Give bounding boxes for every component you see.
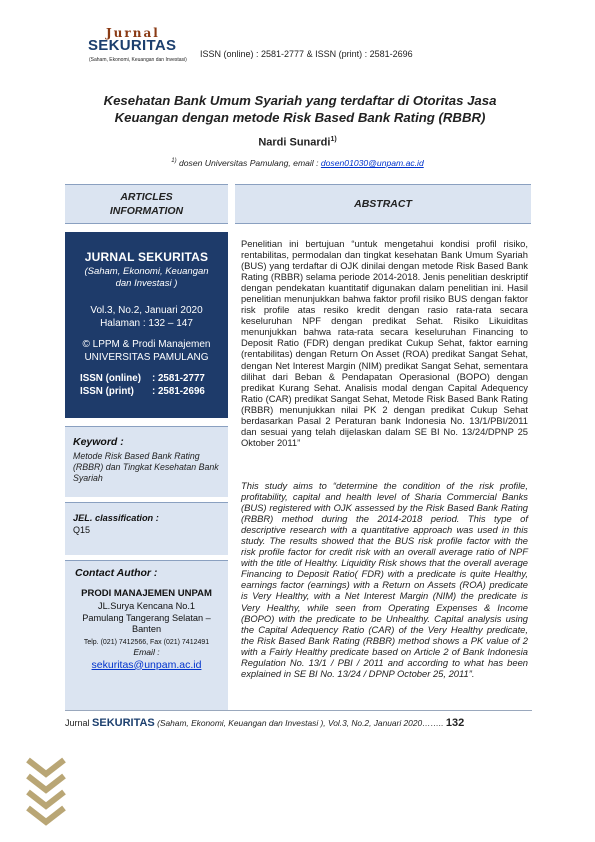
journal-subtitle-l2: dan Investasi ) [115, 278, 178, 289]
contact-email-label: Email : [133, 646, 160, 657]
keyword-label: Keyword : [73, 436, 124, 448]
journal-info-box [65, 232, 228, 418]
author-email-link[interactable]: dosen01030@unpam.ac.id [320, 158, 424, 168]
issn-online-value: : 2581-2777 [152, 373, 205, 384]
logo-top-text: Jurnal [106, 26, 160, 40]
author-name [0, 136, 595, 149]
jel-value: Q15 [73, 525, 91, 535]
journal-pages: Halaman : 132 – 147 [100, 318, 193, 329]
articles-info-l1: ARTICLES [120, 191, 173, 203]
contact-org: PRODI MANAJEMEN UNPAM [81, 588, 212, 599]
keyword-box [65, 426, 228, 497]
footer-rule [65, 710, 532, 711]
contact-addr-l2: Pamulang Tangerang Selatan – [82, 612, 211, 623]
abstract-header: ABSTRACT [235, 184, 531, 224]
articles-info-header [65, 184, 228, 224]
issn-print-value: : 2581-2696 [152, 386, 205, 397]
page-footer [65, 717, 535, 729]
journal-volume: Vol.3, No.2, Januari 2020 [90, 305, 203, 316]
contact-tel: Telp. (021) 7412566, Fax (021) 7412491 [83, 638, 210, 646]
header-issn: ISSN (online) : 2581-2777 & ISSN (print) : 2581-2696 [200, 49, 413, 59]
author-sup: 1) [330, 136, 337, 143]
contact-details [65, 588, 228, 671]
journal-lppm-l1: © LPPM & Prodi Manajemen [82, 339, 211, 350]
footer-brand: SEKURITAS [92, 717, 155, 729]
affil-sup: 1) [171, 158, 177, 165]
keyword-text: Metode Risk Based Bank Rating (RBBR) dan Tingkat Kesehatan Bank Syariah [73, 451, 219, 483]
issn-print-row [80, 385, 228, 398]
journal-name: JURNAL SEKURITAS [84, 250, 209, 264]
issn-online-row [80, 372, 228, 385]
issn-online-label: ISSN (online) [80, 373, 141, 384]
abstract-indonesian: Penelitian ini bertujuan “untuk mengetahui kondisi profil risiko, rentabilitas, permodalan dan tingkat kesehatan Bank Umum Syariah (BUS) yang terdaftar di OJK dinilai dengan metode Risk Based Bank Rating (RBBR) selama periode 2014-2018. Jenis penelitian deskriptif dengan pendekatan kuantitatif digunakan dalam penelitian ini. Hasil penelitian menunjukkan bahwa faktor profil risiko BUS dengan faktor risk profile atas resiko kredit dengan rasio rata-rata secara keseluruhan NPF dengan predikat Sehat. Risiko Likuiditas menunjukkan bahwa rata-rata secara keseluruhan Financing to Deposit Ratio (FDR) dengan predikat Cukup Sehat, faktor earning (rentabilitas) dengan Return On Asset (ROA) predikat Sangat Sehat, dengan Net Interest Margin (NIM) predikat Sangat Sehat, sementara dilihat dari Beban & Pendapatan Operasional (BOPO) dengan predikat Kurang Sehat. Analisis modal dengan Capital Adequency Ratio (CAR) predikat Sangat Sehat, Metode Risk Based Bank Rating (RBBR) menunjukkan nilai PK 2 dengan predikat Cukup Sehat berdasarkan Pasal 2 Peraturan bank Indonesia No. 13/1/PBI/2011 dan sesuai yang telah dijelaskan dalam SE BI No. 13/24/DPNP 25 Oktober 2011” [241, 238, 528, 448]
issn-print-label: ISSN (print) [80, 386, 134, 397]
chevron-down-icon [24, 754, 68, 834]
journal-subtitle-l1: (Saham, Ekonomi, Keuangan [84, 266, 209, 277]
contact-box [65, 560, 228, 711]
article-title: Kesehatan Bank Umum Syariah yang terdaftar di Otoritas Jasa Keuangan dengan metode Risk Based Bank Rating (RBBR) [103, 93, 497, 125]
contact-email-link[interactable]: sekuritas@unpam.ac.id [91, 658, 202, 671]
journal-lppm-l2: UNIVERSITAS PAMULANG [84, 352, 209, 363]
footer-page-number: 132 [445, 717, 465, 729]
logo-main-text: SEKURITAS [88, 37, 177, 54]
contact-label: Contact Author : [75, 567, 158, 579]
footer-middle: (Saham, Ekonomi, Keuangan dan Investasi ), Vol.3, No.2, Januari 2020…….. [154, 718, 446, 728]
affil-text: dosen Universitas Pamulang, email : [179, 158, 321, 168]
contact-addr-l1: JL.Surya Kencana No.1 [97, 601, 196, 611]
affiliation [0, 158, 595, 168]
journal-logo [88, 26, 192, 68]
logo-subtitle: (Saham, Ekonomi, Keuangan dan Investasi) [89, 57, 187, 63]
abstract-english: This study aims to “determine the condition of the risk profile, profitability, capital and health level of Sharia Commercial Banks (BUS) registered with OJK assessed by the Risk Based Bank Rating (RBBR) method during the 2014-2018 period. This type of descriptive research with a quantitative approach was used in this study. The results showed that the BUS risk profile factor with the risk profile factor for credit risk with an overall average ratio of NPF with the title of Healthy. Liquidity Risk shows that the overall average Financing to Deposit Ratio( FDR) with a predicate is quite Healthy, earnings factor (earnings) with a Return on Assets (ROA) predicate is Very Healthy, with a Net Interest Margin (NIM) the predicate is Very Healthy, while seen from Operating Expenses & Income (BOPO) with the predicate to be Unhealthy. Capital analysis using the Capital Adequency Ratio (CAR) of the Very Healthy predicate, the Risk Based Bank Rating (RBBR) method shows a PK value of 2 with a Fairly Healthy predicate based on Article 2 of Bank Indonesia Regulation No. 13/1 / PBI / 2011 and according to what has been explained in SE BI No. 13/24 / DPNP October 25, 2011”. [241, 480, 528, 679]
footer-prefix: Jurnal [65, 718, 93, 728]
author-text: Nardi Sunardi [258, 136, 331, 149]
jel-box [65, 502, 228, 555]
contact-addr-l3: Banten [131, 624, 162, 634]
jel-label: JEL. classification : [73, 513, 159, 523]
articles-info-l2: INFORMATION [109, 205, 184, 217]
